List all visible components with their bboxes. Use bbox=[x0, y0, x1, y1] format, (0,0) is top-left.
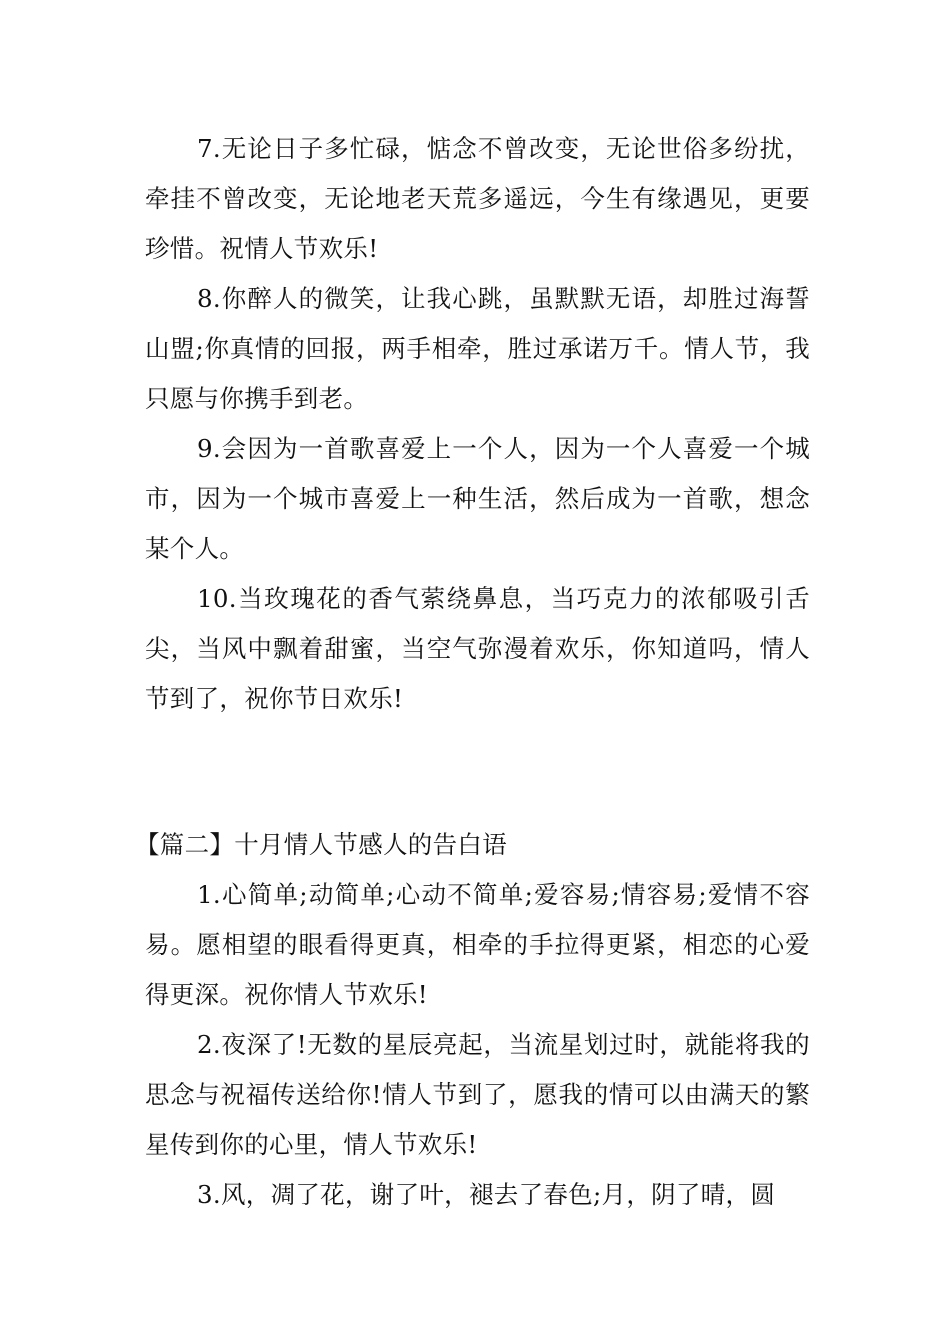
paragraph-1: 1.心简单;动简单;心动不简单;爱容易;情容易;爱情不容易。愿相望的眼看得更真，相牵的手拉得更紧，相恋的心爱得更深。祝你情人节欢乐! bbox=[145, 880, 810, 1009]
paragraph-10: 10.当玫瑰花的香气萦绕鼻息，当巧克力的浓郁吸引舌尖，当风中飘着甜蜜，当空气弥漫着欢乐，你知道吗，情人节到了，祝你节日欢乐! bbox=[145, 584, 810, 713]
paragraph-2: 2.夜深了!无数的星辰亮起，当流星划过时，就能将我的思念与祝福传送给你!情人节到了，愿我的情可以由满天的繁星传到你的心里，情人节欢乐! bbox=[145, 1030, 810, 1159]
section-two bbox=[135, 820, 810, 1220]
section-one bbox=[145, 124, 810, 724]
section-heading: 【篇二】十月情人节感人的告白语 bbox=[135, 830, 507, 859]
paragraph-3: 3.风，凋了花，谢了叶，褪去了春色;月，阴了晴，圆 bbox=[197, 1180, 776, 1209]
paragraph-7: 7.无论日子多忙碌，惦念不曾改变，无论世俗多纷扰，牵挂不曾改变，无论地老天荒多遥远，今生有缘遇见，更要珍惜。祝情人节欢乐! bbox=[145, 134, 810, 263]
paragraph-8: 8.你醉人的微笑，让我心跳，虽默默无语，却胜过海誓山盟;你真情的回报，两手相牵，胜过承诺万千。情人节，我只愿与你携手到老。 bbox=[145, 284, 810, 413]
paragraph-9: 9.会因为一首歌喜爱上一个人，因为一个人喜爱一个城市，因为一个城市喜爱上一种生活，然后成为一首歌，想念某个人。 bbox=[145, 434, 810, 563]
